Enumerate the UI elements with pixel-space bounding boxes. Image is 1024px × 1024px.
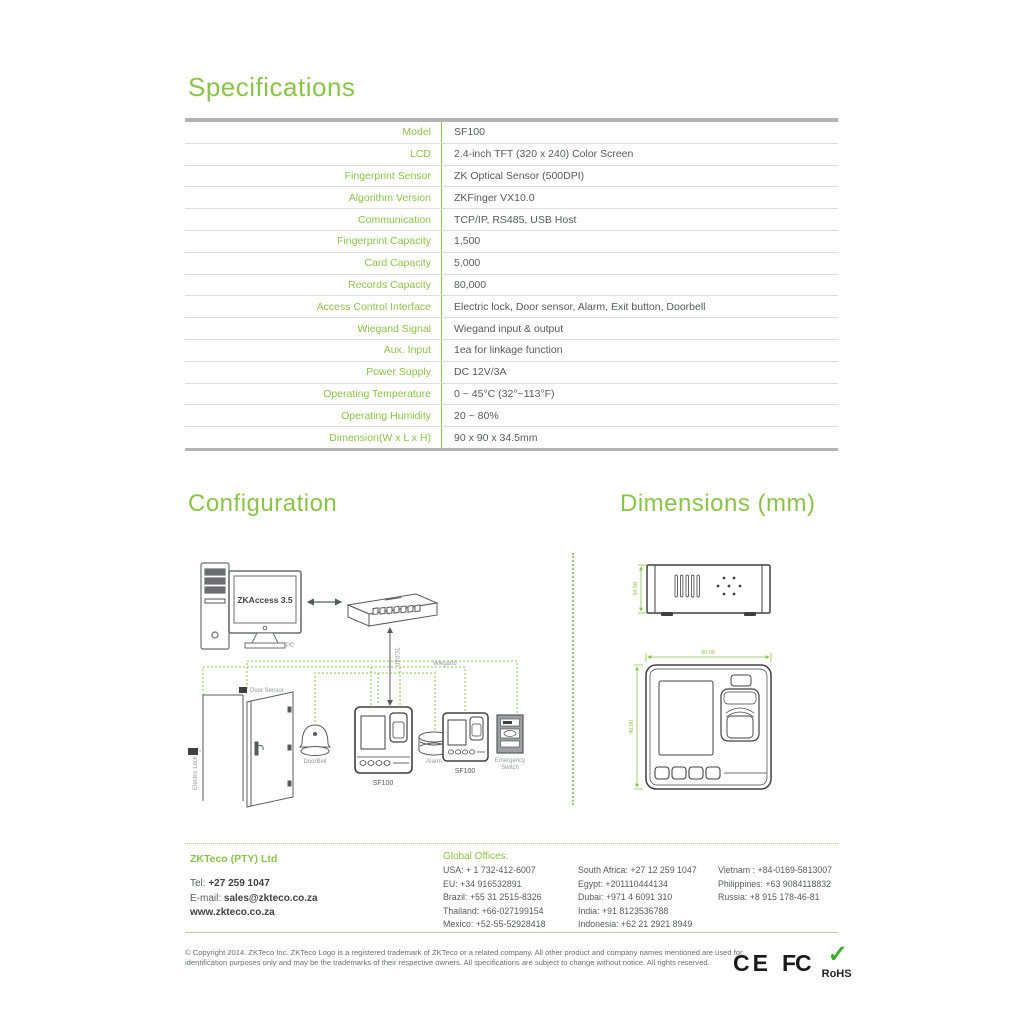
spec-label: Card Capacity — [364, 257, 431, 270]
zkaccess-label: ZKAccess 3.5 — [237, 595, 293, 605]
door-sensor-icon — [239, 687, 247, 693]
height-dimension-label: 90.00 — [629, 720, 635, 734]
rohs-mark-icon — [821, 941, 856, 980]
office-line: USA: + 1 732-412-6007 — [443, 865, 536, 875]
spec-label: Records Capacity — [348, 278, 431, 291]
pc-label: PC — [286, 643, 295, 649]
spec-value: ZKFinger VX10.0 — [441, 187, 838, 208]
table-bottom-bar — [185, 448, 838, 451]
email-address: sales@zkteco.co.za — [223, 892, 318, 904]
spec-value: 1ea for linkage function — [441, 340, 838, 361]
table-row — [185, 166, 838, 188]
depth-dimension-label: 34.50 — [633, 582, 639, 596]
tel-number: +27 259 1047 — [208, 878, 270, 889]
spec-label: Aux. Input — [383, 344, 431, 357]
doorbell-label: DoorBell — [303, 759, 327, 765]
spec-table — [185, 118, 838, 451]
table-row — [185, 296, 838, 318]
spec-value: 0 ~ 45°C (32°~113°F) — [441, 384, 838, 405]
office-line: Philippines: +63 9084118832 — [718, 878, 832, 889]
sf100-device-1 — [355, 707, 412, 773]
tel-line — [190, 877, 318, 892]
spec-value: 2.4-inch TFT (320 x 240) Color Screen — [441, 144, 838, 165]
sf100-label-1: SF100 — [372, 780, 394, 787]
rohs-check-icon: ✓ — [827, 941, 848, 968]
table-row — [185, 231, 838, 253]
office-line: India: +91 8123536788 — [578, 905, 669, 916]
table-row — [185, 384, 838, 406]
spec-label: Operating Humidity — [341, 409, 431, 422]
spec-value: Electric lock, Door sensor, Alarm, Exit button, Doorbell — [441, 296, 838, 317]
spec-label: Model — [402, 126, 431, 139]
office-line: Indonesia: +62 21 2921 8949 — [578, 919, 693, 930]
spec-label: Operating Temperature — [323, 387, 431, 400]
table-row — [185, 275, 838, 297]
door-sensor-label: Door Sensor — [250, 688, 284, 694]
door-icon — [203, 692, 293, 807]
website-line — [190, 906, 318, 921]
wiegand-label: Wiegand — [433, 661, 457, 667]
spec-value: 5,000 — [441, 253, 838, 274]
spec-value: ZK Optical Sensor (500DPI) — [441, 166, 838, 187]
table-row — [185, 405, 838, 427]
spec-label: Power Supply — [366, 366, 431, 379]
spec-label: Access Control Interface — [316, 300, 431, 313]
spec-label: Communication — [358, 213, 431, 226]
sf100-label-2: SF100 — [454, 768, 476, 775]
electric-lock-icon — [188, 748, 198, 755]
tel-label: Tel: — [190, 878, 206, 889]
configuration-diagram — [185, 545, 575, 815]
spec-value: TCP/IP, RS485, USB Host — [441, 209, 838, 230]
tcpip-label: TCP/IP — [393, 647, 399, 667]
spec-label: Dimension(W x L x H) — [329, 431, 431, 444]
sf100-device-2 — [443, 713, 488, 761]
offices-column-1 — [443, 864, 545, 932]
device-side-view — [647, 565, 770, 616]
spec-value: 90 x 90 x 34.5mm — [441, 427, 838, 448]
email-line — [190, 892, 318, 907]
alarm-label: Alarm — [426, 759, 442, 765]
spec-value: 20 ~ 80% — [441, 405, 838, 426]
office-line: EU: +34 916532891 — [443, 878, 522, 889]
spec-label: LCD — [409, 148, 431, 161]
doorbell-icon — [300, 725, 330, 756]
email-label: E-mail: — [190, 892, 222, 904]
dimensions-diagram — [605, 545, 840, 815]
office-line: Mexico: +52-55-52928418 — [443, 919, 546, 930]
office-line: Egypt: +201110444134 — [578, 878, 668, 889]
device-front-view — [646, 665, 771, 789]
office-line: Vietnam : +84-0169-5813007 — [718, 865, 833, 875]
global-offices-title: Global Offices: — [443, 851, 509, 862]
office-line: South Africa: +27 12 259 1047 — [578, 865, 697, 875]
footer-divider-dotted — [185, 843, 838, 844]
spec-label: Fingerprint Capacity — [337, 235, 431, 248]
table-row — [185, 122, 838, 144]
certification-logos — [733, 941, 856, 980]
spec-value: 80,000 — [441, 275, 838, 296]
spec-value: Wiegand input & output — [441, 318, 838, 339]
pc-icon — [201, 563, 229, 649]
ce-mark-icon: CE — [733, 949, 771, 976]
spec-label: Algorithm Version — [348, 191, 431, 204]
website-url: www.zkteco.co.za — [190, 907, 275, 918]
table-row — [185, 318, 838, 340]
table-row — [185, 427, 838, 448]
emergency-switch-label-2: Switch — [501, 765, 519, 771]
specifications-title: Specifications — [188, 72, 356, 102]
network-switch-icon — [348, 594, 437, 626]
table-row — [185, 187, 838, 209]
table-row — [185, 362, 838, 384]
table-row — [185, 253, 838, 275]
height-dimension — [634, 665, 643, 789]
electric-lock-label: Electric Lock — [193, 755, 199, 790]
offices-column-3 — [718, 864, 832, 905]
rohs-label: RoHS — [821, 968, 852, 980]
offices-column-2 — [578, 864, 697, 932]
section-divider — [572, 553, 574, 805]
dimensions-title: Dimensions (mm) — [620, 490, 816, 517]
monitor-icon — [229, 571, 301, 648]
spec-value: DC 12V/3A — [441, 362, 838, 383]
depth-dimension — [638, 565, 647, 613]
footer-divider-solid — [185, 932, 838, 933]
fcc-mark-icon: FC — [781, 949, 811, 976]
office-line: Dubai: +971 4 6091 310 — [578, 892, 673, 903]
spec-value: 1,500 — [441, 231, 838, 252]
company-name: ZKTeco (PTY) Ltd — [190, 853, 278, 865]
office-line: Thailand: +66-027199154 — [443, 905, 544, 916]
contact-block — [190, 877, 318, 921]
emergency-switch-label-1: Emergency — [494, 758, 526, 764]
spec-label: Wiegand Signal — [357, 322, 431, 335]
table-row — [185, 340, 838, 362]
office-line: Russia: +8 915 178-46-81 — [718, 892, 820, 903]
spec-value: SF100 — [441, 122, 838, 143]
width-dimension-label: 90.00 — [701, 650, 715, 656]
spec-label: Fingerprint Sensor — [344, 169, 431, 182]
table-row — [185, 144, 838, 166]
table-row — [185, 209, 838, 231]
office-line: Brazil: +55 31 2515-8326 — [443, 892, 542, 903]
copyright-text: © Copyright 2014. ZKTeco Inc. ZKTeco Logo is a registered trademark of ZKTeco or a related company. All other product and company names mentioned are used for identification purposes only and may be the trademarks of their respective owners. All specifications are subject to change without notice. All rights reserved. — [185, 948, 743, 967]
configuration-title: Configuration — [188, 490, 338, 517]
emergency-switch-icon — [497, 715, 523, 753]
